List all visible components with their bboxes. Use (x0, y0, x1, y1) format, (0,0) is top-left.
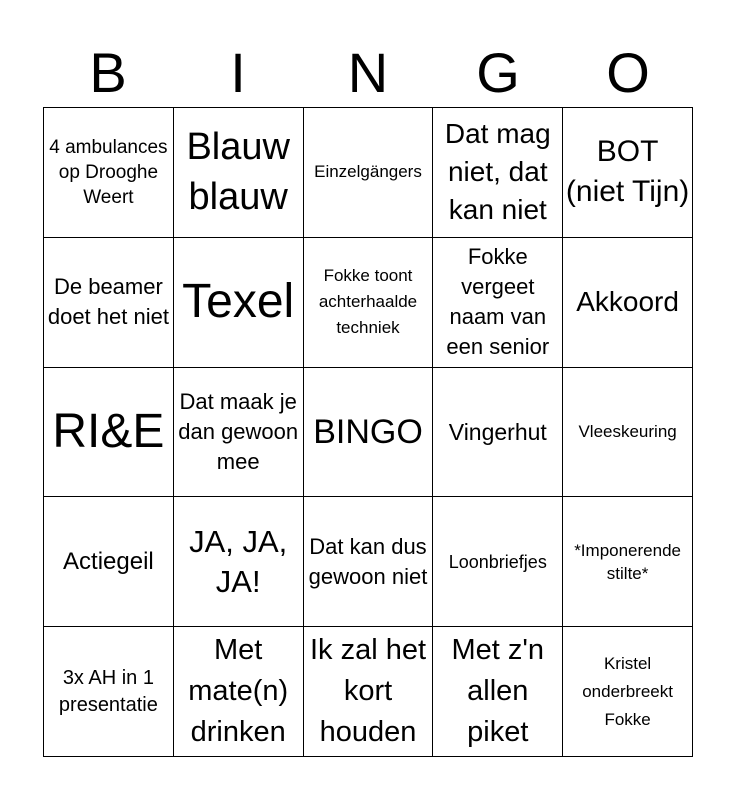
bingo-cell (174, 238, 304, 368)
cell-text: Ik zal het kort houden (309, 634, 427, 749)
bingo-header (43, 40, 693, 106)
bingo-cell (563, 108, 693, 238)
cell-text: BINGO (313, 412, 423, 451)
bingo-cell (433, 368, 563, 498)
header-letter-n: N (347, 41, 389, 104)
cell-text: Vleeskeuring (578, 421, 677, 441)
bingo-cell (174, 497, 304, 627)
bingo-cell (304, 368, 434, 498)
cell-text: Kristel onderbreekt Fokke (582, 653, 673, 729)
header-letter-o: O (606, 41, 650, 104)
bingo-cell (174, 108, 304, 238)
cell-text: Met z'n allen piket (451, 634, 545, 749)
header-letter-g: G (476, 41, 520, 104)
cell-text: *Imponerende stilte* (574, 540, 681, 583)
cell-text: Fokke toont achterhaalde techniek (318, 266, 418, 338)
cell-text: Actiegeil (63, 547, 154, 575)
cell-text: Fokke vergeet naam van een senior (446, 244, 550, 360)
cell-text: Loonbriefjes (448, 551, 547, 572)
cell-text: JA, JA, JA! (189, 523, 288, 599)
bingo-cell (433, 497, 563, 627)
cell-text: Einzelgängers (314, 162, 422, 182)
cell-text: Blauw blauw (186, 126, 290, 219)
cell-text: Dat kan dus gewoon niet (308, 533, 428, 589)
bingo-cell (304, 627, 434, 757)
bingo-cell (563, 497, 693, 627)
bingo-cell (44, 238, 174, 368)
cell-text: 3x AH in 1 presentatie (58, 666, 158, 716)
header-letter-b: B (89, 41, 127, 104)
bingo-cell (563, 368, 693, 498)
cell-text: RI&E (52, 404, 165, 458)
cell-text: Akkoord (576, 286, 679, 318)
bingo-cell (433, 108, 563, 238)
header-letter-i: I (230, 41, 246, 104)
bingo-cell (174, 627, 304, 757)
cell-text: Texel (182, 275, 295, 329)
bingo-cell (44, 108, 174, 238)
bingo-cell (304, 108, 434, 238)
bingo-cell (44, 497, 174, 627)
cell-text: Met mate(n) drinken (188, 634, 289, 749)
bingo-cell (433, 627, 563, 757)
cell-text: De beamer doet het niet (47, 274, 169, 330)
bingo-grid (43, 107, 693, 757)
bingo-cell (304, 497, 434, 627)
bingo-cell (433, 238, 563, 368)
cell-text: BOT (niet Tijn) (565, 135, 690, 209)
cell-text: Dat maak je dan gewoon mee (178, 388, 299, 474)
cell-text: 4 ambulances op Drooghe Weert (49, 136, 168, 208)
bingo-cell (563, 238, 693, 368)
cell-text: Vingerhut (448, 418, 547, 445)
bingo-cell (174, 368, 304, 498)
bingo-cell (44, 368, 174, 498)
bingo-cell (563, 627, 693, 757)
cell-text: Dat mag niet, dat kan niet (444, 118, 551, 226)
bingo-cell (44, 627, 174, 757)
bingo-cell (304, 238, 434, 368)
